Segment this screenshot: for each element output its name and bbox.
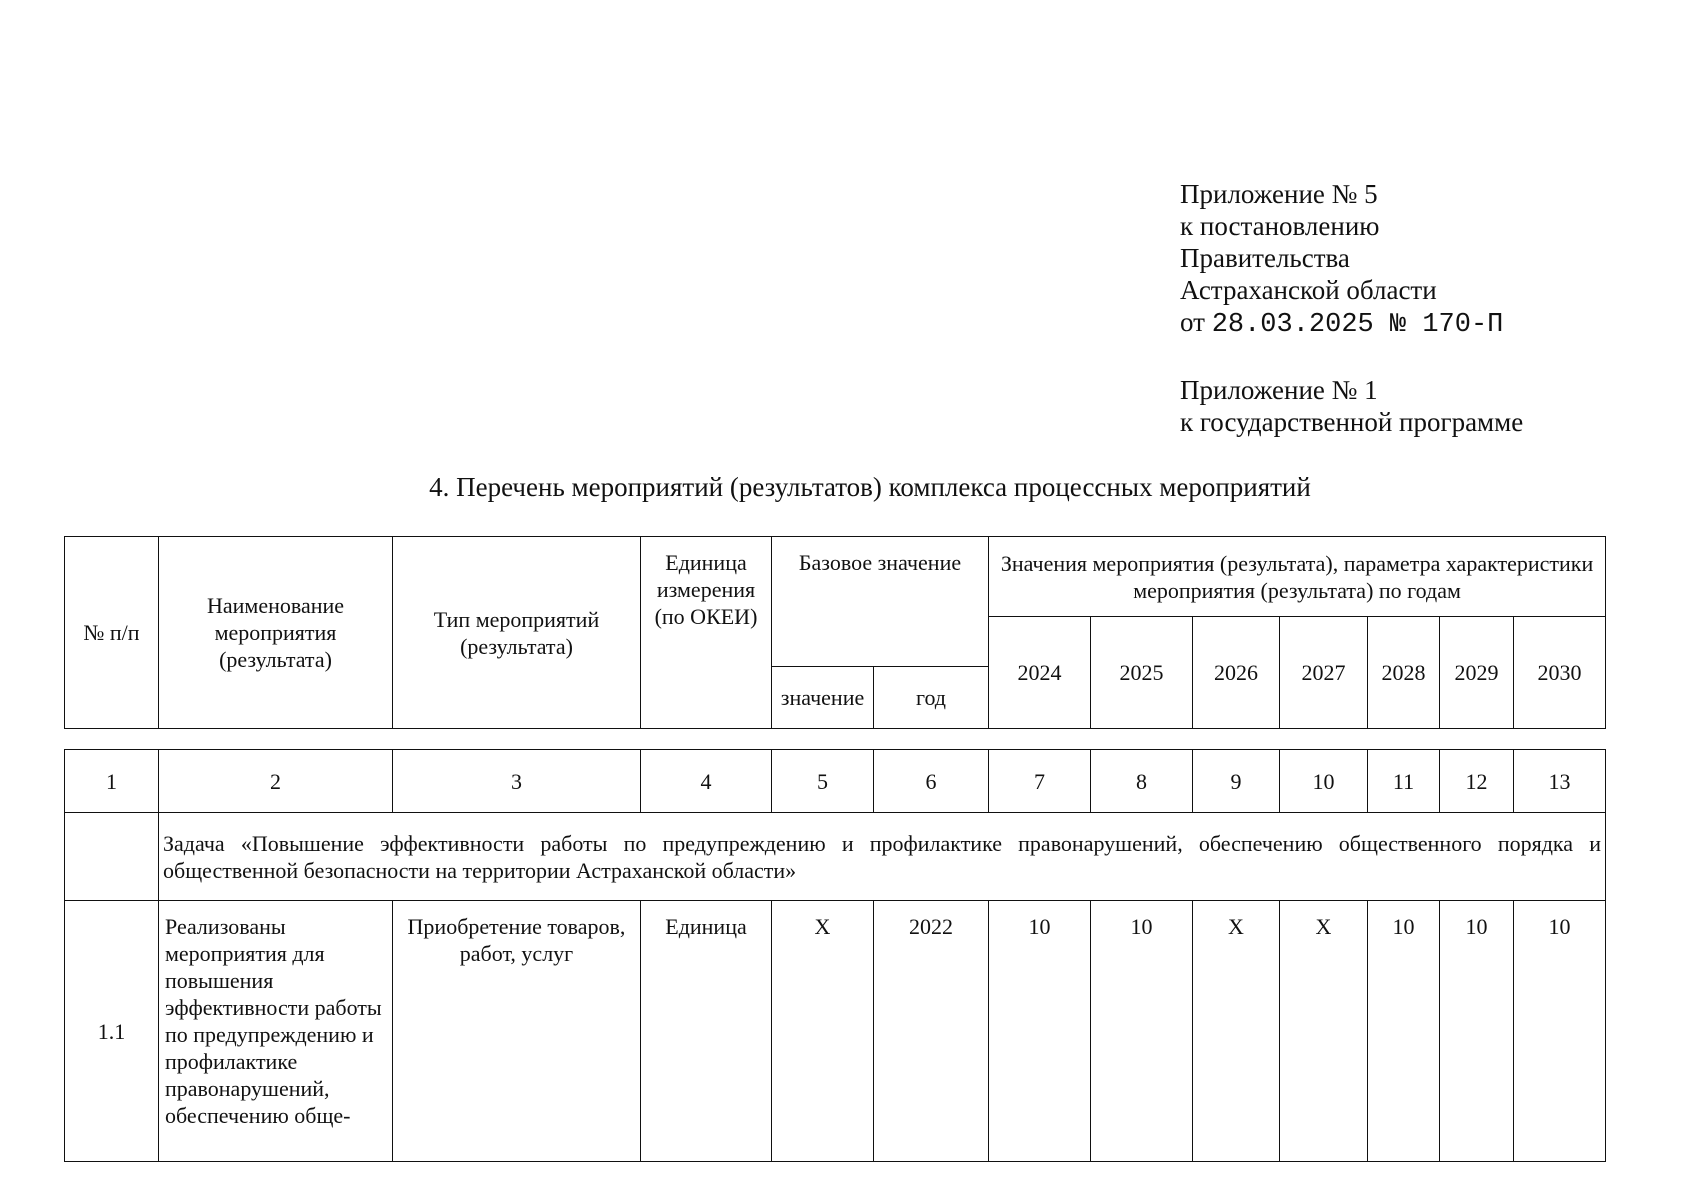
row-value-2024: 10 xyxy=(989,901,1091,1162)
table-row xyxy=(65,901,1606,1162)
header-base-value: значение xyxy=(772,667,874,729)
column-number: 3 xyxy=(393,750,641,813)
appendix-main-line-1: Приложение № 5 xyxy=(1180,179,1378,209)
row-value-2026: X xyxy=(1193,901,1280,1162)
appendix-main-block xyxy=(1180,178,1503,341)
header-values: Значения мероприятия (результата), параметра характеристики мероприятия (результата) по годам xyxy=(989,537,1606,617)
header-type: Тип мероприятий (результата) xyxy=(393,537,641,729)
column-number: 2 xyxy=(159,750,393,813)
column-number: 7 xyxy=(989,750,1091,813)
date-prefix: от xyxy=(1180,307,1205,337)
appendix-main-line-3: Правительства xyxy=(1180,243,1350,273)
row-base-value: X xyxy=(772,901,874,1162)
row-type: Приобретение товаров, работ, услуг xyxy=(393,901,641,1162)
appendix-program-line-1: Приложение № 1 xyxy=(1180,375,1378,405)
row-base-year: 2022 xyxy=(874,901,989,1162)
header-num: № п/п xyxy=(65,537,159,729)
appendix-main-line-5 xyxy=(1180,306,1503,341)
task-row xyxy=(65,813,1606,901)
header-year-2024: 2024 xyxy=(989,617,1091,729)
document-title: 4. Перечень мероприятий (результатов) комплекса процессных мероприятий xyxy=(429,472,1311,502)
column-number: 1 xyxy=(65,750,159,813)
header-year-2026: 2026 xyxy=(1193,617,1280,729)
column-number: 8 xyxy=(1091,750,1193,813)
column-number: 5 xyxy=(772,750,874,813)
column-number: 13 xyxy=(1514,750,1606,813)
row-value-2027: X xyxy=(1280,901,1368,1162)
row-num: 1.1 xyxy=(65,901,159,1162)
column-number-row xyxy=(65,750,1606,813)
header-table xyxy=(64,536,1606,729)
column-number: 12 xyxy=(1440,750,1514,813)
header-year-2030: 2030 xyxy=(1514,617,1606,729)
header-base-year: год xyxy=(874,667,989,729)
header-year-2025: 2025 xyxy=(1091,617,1193,729)
column-number: 6 xyxy=(874,750,989,813)
row-value-2028: 10 xyxy=(1368,901,1440,1162)
column-number: 9 xyxy=(1193,750,1280,813)
column-number: 10 xyxy=(1280,750,1368,813)
body-table xyxy=(64,749,1606,1162)
appendix-main-line-4: Астраханской области xyxy=(1180,275,1437,305)
column-number: 4 xyxy=(641,750,772,813)
row-unit: Единица xyxy=(641,901,772,1162)
task-num-cell xyxy=(65,813,159,901)
header-year-2029: 2029 xyxy=(1440,617,1514,729)
header-base: Базовое значение xyxy=(772,537,989,667)
header-year-2028: 2028 xyxy=(1368,617,1440,729)
header-unit: Единица измерения (по ОКЕИ) xyxy=(641,537,772,729)
row-name: Реализованы мероприятия для повышения эффективности работы по предупреждению и профилактике правонарушений, обеспечению обще- xyxy=(159,901,393,1162)
header-name: Наименование мероприятия (результата) xyxy=(159,537,393,729)
appendix-main-line-2: к постановлению xyxy=(1180,211,1380,241)
appendix-program-line-2: к государственной программе xyxy=(1180,407,1524,437)
resolution-date-number: 28.03.2025 № 170-П xyxy=(1211,310,1504,340)
column-number: 11 xyxy=(1368,750,1440,813)
row-value-2029: 10 xyxy=(1440,901,1514,1162)
header-year-2027: 2027 xyxy=(1280,617,1368,729)
row-value-2030: 10 xyxy=(1514,901,1606,1162)
task-text: Задача «Повышение эффективности работы по предупреждению и профилактике правонарушений, обеспечению общественного порядка и общественной безопасности на территории Астраханской области» xyxy=(159,813,1606,901)
row-value-2025: 10 xyxy=(1091,901,1193,1162)
appendix-program-block xyxy=(1180,374,1523,438)
